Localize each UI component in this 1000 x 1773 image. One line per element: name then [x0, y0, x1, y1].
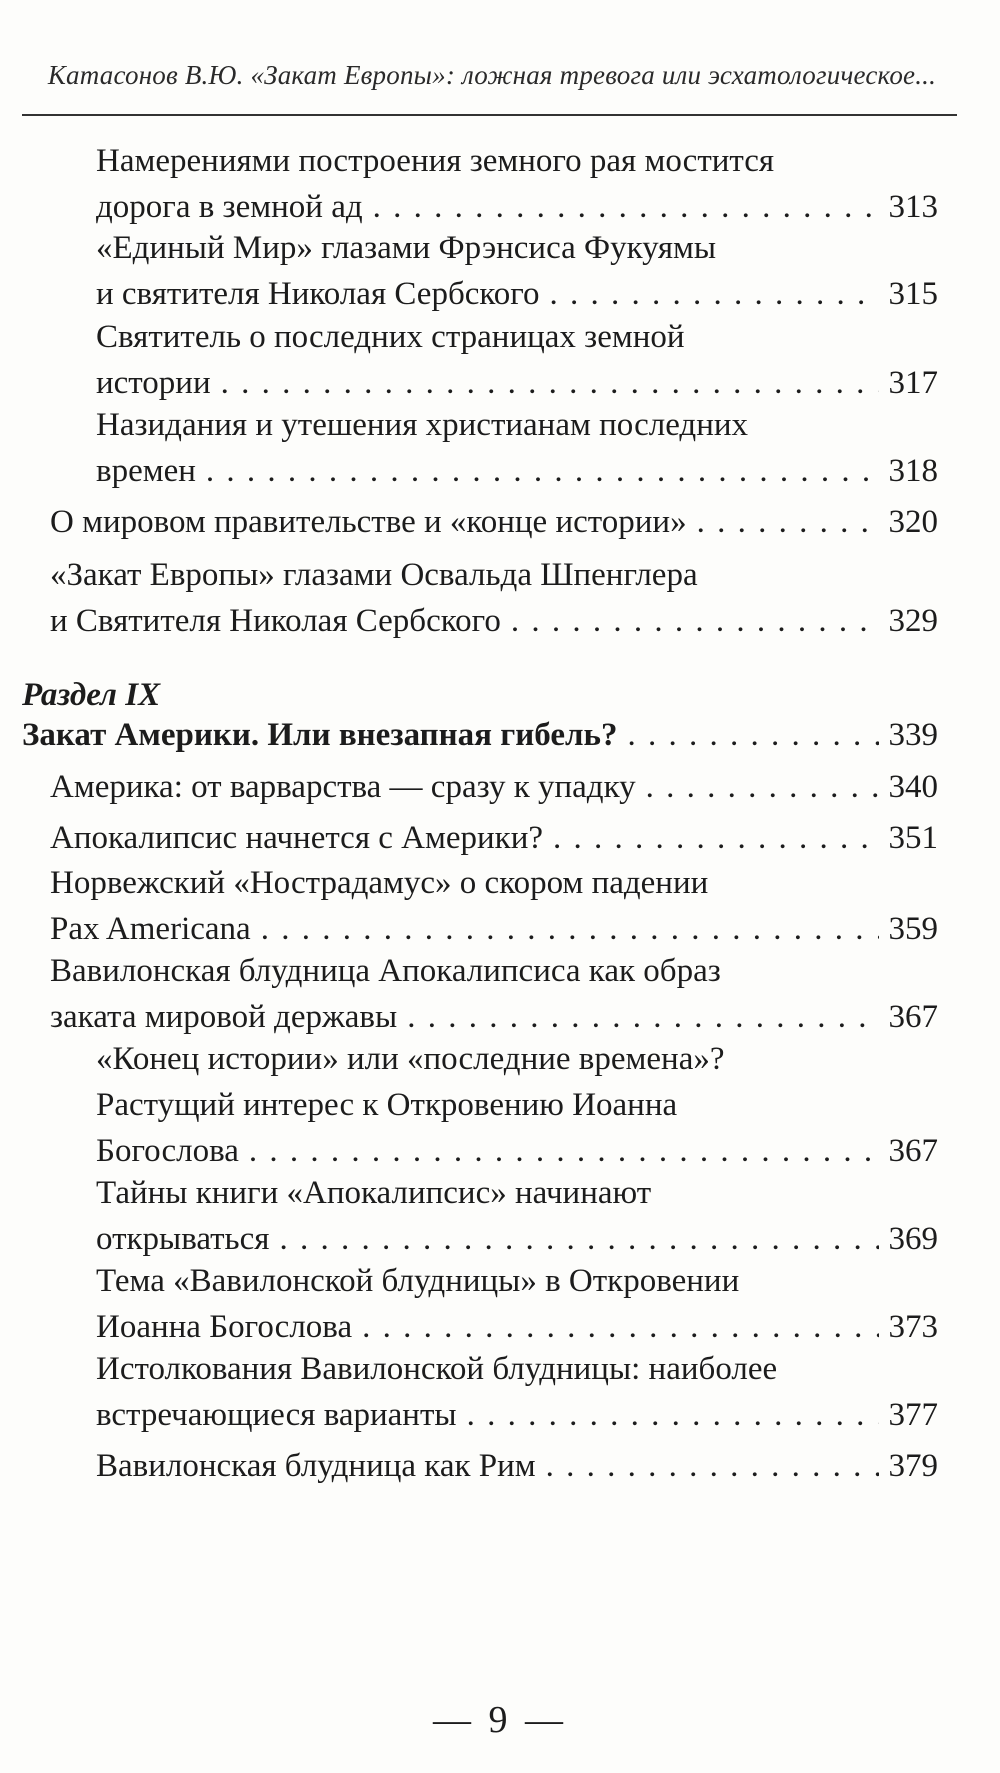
- toc-entry-title: открываться: [96, 1221, 270, 1257]
- toc-entry: [50, 860, 938, 952]
- toc-page-number: 359: [888, 911, 938, 947]
- header-rule: [22, 114, 957, 116]
- page-number-footer: — 9 —: [433, 1699, 567, 1741]
- toc-entry: [50, 815, 938, 861]
- toc-entry-title: О мировом правительстве и «конце истории»: [50, 504, 687, 540]
- toc-entry-title: Апокалипсис начнется с Америки?: [50, 820, 544, 856]
- toc-page-number: 351: [888, 820, 938, 856]
- toc-page-number: 373: [888, 1309, 938, 1345]
- toc-entry-line: «Единый Мир» глазами Фрэнсиса Фукуямы: [96, 230, 717, 266]
- toc-page-number: 369: [888, 1221, 938, 1257]
- toc-entry-title: времен: [96, 453, 196, 489]
- toc-page-number: 367: [888, 1133, 938, 1169]
- toc-entry-line: Святитель о последних страницах земной: [96, 319, 685, 355]
- dot-leader: [553, 815, 878, 861]
- dot-leader: [697, 499, 879, 545]
- dot-leader: [627, 712, 878, 758]
- dot-leader: [511, 598, 879, 644]
- toc-entry: [96, 1346, 938, 1438]
- toc-entry: [96, 402, 938, 494]
- dot-leader: [261, 906, 879, 952]
- toc-entry-title: встречающиеся варианты: [96, 1397, 457, 1433]
- toc-entry-title: Pax Americana: [50, 911, 251, 947]
- dot-leader: [646, 764, 879, 810]
- toc-entry-line: Вавилонская блудница Апокалипсиса как образ: [50, 953, 721, 989]
- toc-entry-title: Богослова: [96, 1133, 239, 1169]
- dot-leader: [249, 1128, 879, 1174]
- toc-entry: [96, 1258, 938, 1350]
- toc-page-number: 317: [888, 365, 938, 401]
- toc-entry-line: Тайны книги «Апокалипсис» начинают: [96, 1175, 652, 1211]
- toc-entry-title: и святителя Николая Сербского: [96, 276, 540, 312]
- toc-entry-title: истории: [96, 365, 211, 401]
- toc-entry: [96, 1443, 938, 1489]
- toc-entry-title: Вавилонская блудница как Рим: [96, 1448, 536, 1484]
- toc-entry-line: Назидания и утешения христианам последних: [96, 407, 749, 443]
- toc-entry-title: и Святителя Николая Сербского: [50, 603, 501, 639]
- toc-entry: [96, 225, 938, 317]
- toc-entry-line: Растущий интерес к Откровению Иоанна: [96, 1087, 678, 1123]
- toc-page-number: 377: [888, 1397, 938, 1433]
- toc-entry-line: Истолкования Вавилонской блудницы: наиболее: [96, 1351, 778, 1387]
- toc-entry: [50, 764, 938, 810]
- toc-entry-title: Иоанна Богослова: [96, 1309, 353, 1345]
- dot-leader: [407, 994, 878, 1040]
- toc-page-number: 315: [888, 276, 938, 312]
- toc-entry: [96, 314, 938, 406]
- toc-entry: [50, 552, 938, 644]
- toc-page-number: 320: [888, 504, 938, 540]
- toc-entry: [50, 948, 938, 1040]
- toc-page-number: 313: [888, 189, 938, 225]
- toc-entry-line: Норвежский «Нострадамус» о скором падении: [50, 865, 709, 901]
- toc-entry: [96, 138, 938, 230]
- toc-chapter-entry: [22, 712, 938, 758]
- dot-leader: [221, 360, 879, 406]
- toc-page-number: 318: [888, 453, 938, 489]
- dot-leader: [362, 1304, 878, 1350]
- dot-leader: [467, 1392, 879, 1438]
- dot-leader: [206, 448, 879, 494]
- toc-entry-title: заката мировой державы: [50, 999, 398, 1035]
- dot-leader: [373, 184, 879, 230]
- toc-entry-line: Намерениями построения земного рая мостится: [96, 143, 775, 179]
- toc-page-number: 329: [888, 603, 938, 639]
- toc-entry-title: дорога в земной ад: [96, 189, 363, 225]
- toc-page-number: 379: [888, 1448, 938, 1484]
- toc-page-number: 340: [888, 769, 938, 805]
- toc-entry-line: «Конец истории» или «последние времена»?: [96, 1041, 725, 1077]
- toc-entry-title: Америка: от варварства — сразу к упадку: [50, 769, 636, 805]
- toc-entry-title: Закат Америки. Или внезапная гибель?: [22, 717, 618, 753]
- toc-entry: [50, 499, 938, 545]
- toc-entry: [96, 1170, 938, 1262]
- section-label: Раздел IX: [22, 677, 161, 713]
- toc-entry-line: Тема «Вавилонской блудницы» в Откровении: [96, 1263, 740, 1299]
- running-header: Катасонов В.Ю. «Закат Европы»: ложная тревога или эсхатологическое...: [47, 60, 937, 90]
- dot-leader: [279, 1216, 878, 1262]
- toc-page-number: 339: [888, 717, 938, 753]
- dot-leader: [549, 271, 878, 317]
- dot-leader: [546, 1443, 879, 1489]
- toc-entry-line: «Закат Европы» глазами Освальда Шпенглера: [50, 557, 698, 593]
- toc-page-number: 367: [888, 999, 938, 1035]
- toc-entry: [96, 1036, 938, 1174]
